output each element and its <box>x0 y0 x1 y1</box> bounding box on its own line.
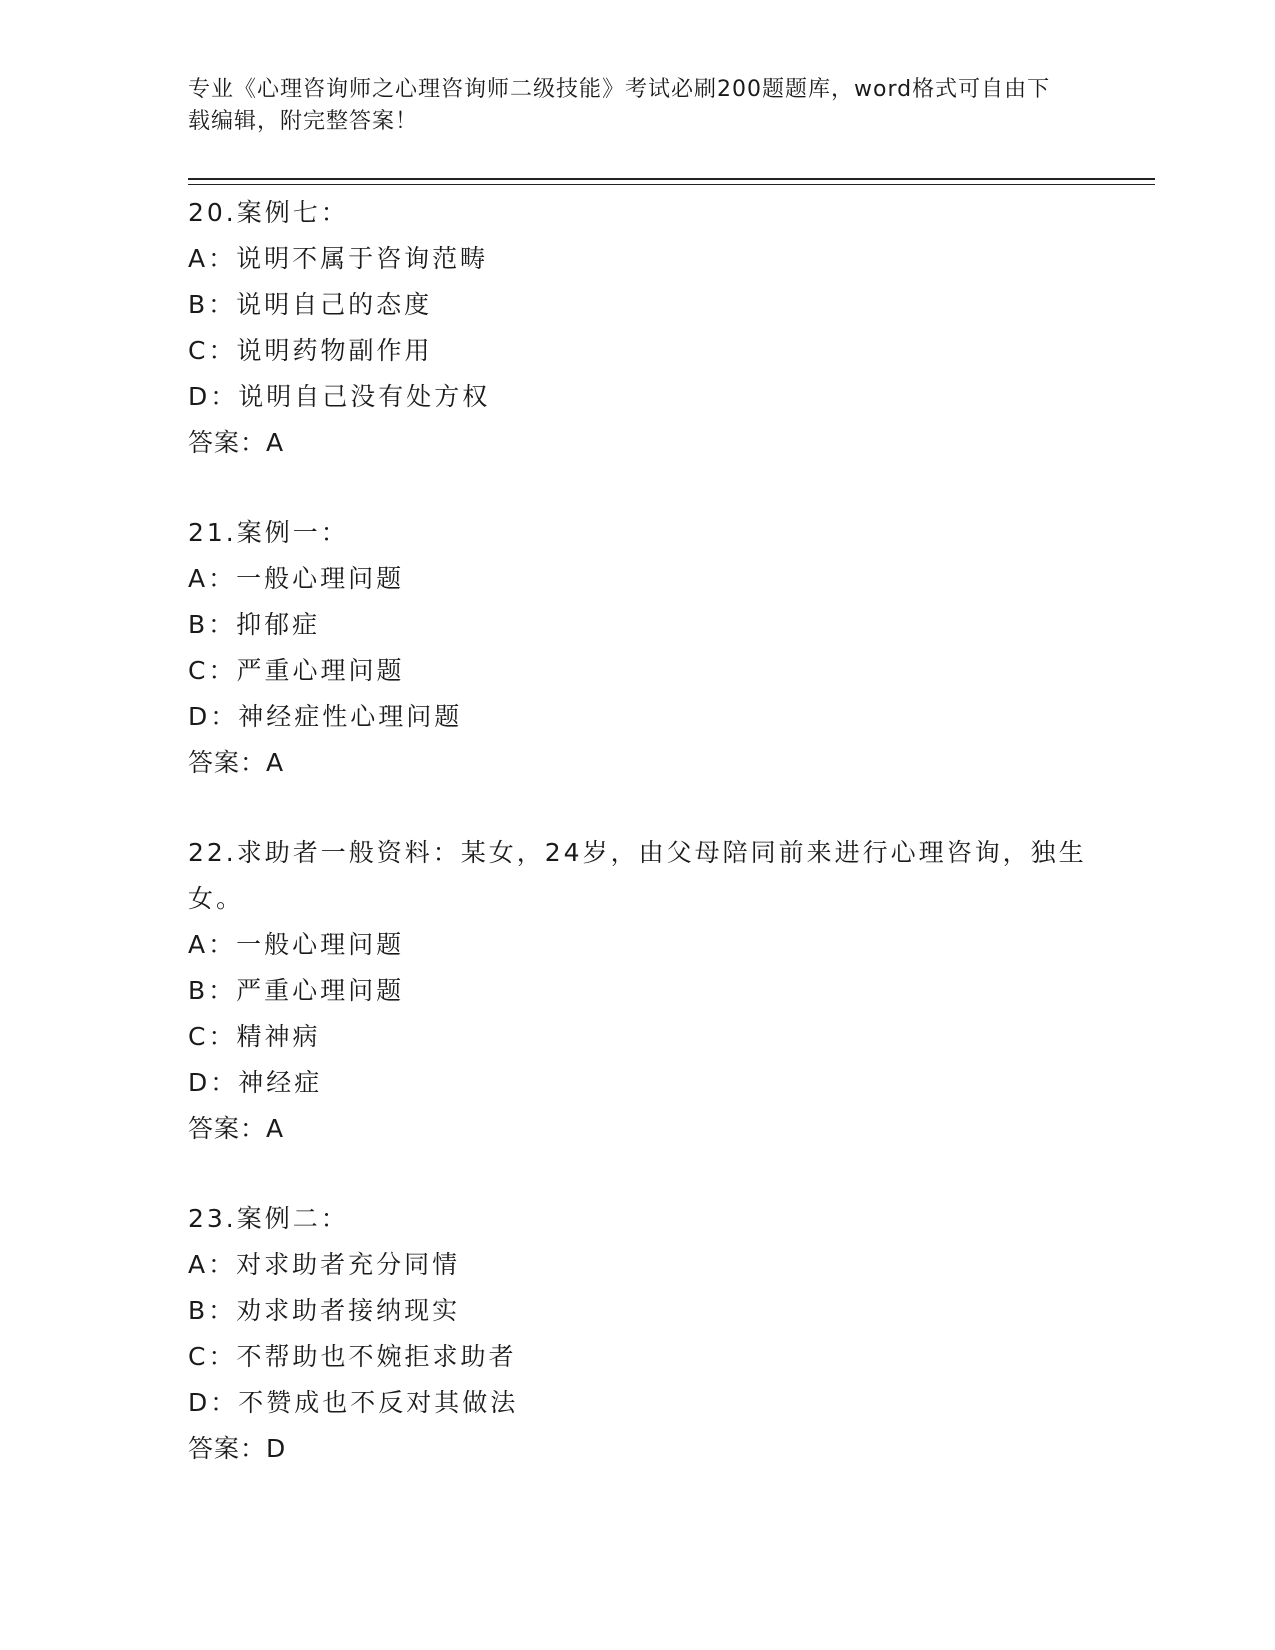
option-b: B：严重心理问题 <box>188 976 405 1005</box>
option-a: A：对求助者充分同情 <box>188 1250 461 1279</box>
document-header: 专业《心理咨询师之心理咨询师二级技能》考试必刷200题题库，word格式可自由下载编辑，附完整答案！ <box>188 77 1051 134</box>
option-b: B：劝求助者接纳现实 <box>188 1296 461 1325</box>
option-c: C：精神病 <box>188 1022 321 1051</box>
answer-line: 答案：D <box>188 1434 287 1463</box>
header-rule-thin <box>188 184 1155 185</box>
option-a: A：一般心理问题 <box>188 930 405 959</box>
option-d: D：不赞成也不反对其做法 <box>188 1388 519 1417</box>
option-a: A：说明不属于咨询范畴 <box>188 244 489 273</box>
header-rule-thick <box>188 178 1155 180</box>
answer-line: 答案：A <box>188 428 285 457</box>
question-stem: 22.求助者一般资料：某女，24岁，由父母陪同前来进行心理咨询，独生女。 <box>188 838 1087 913</box>
option-d: D：神经症性心理问题 <box>188 702 463 731</box>
question-stem: 23.案例二： <box>188 1204 349 1233</box>
question-stem: 21.案例一： <box>188 518 349 547</box>
question-stem: 20.案例七： <box>188 198 349 227</box>
question-21 <box>188 510 1088 786</box>
option-c: C：说明药物副作用 <box>188 336 433 365</box>
option-c: C：严重心理问题 <box>188 656 405 685</box>
option-b: B：抑郁症 <box>188 610 321 639</box>
answer-line: 答案：A <box>188 748 285 777</box>
option-c: C：不帮助也不婉拒求助者 <box>188 1342 517 1371</box>
question-20 <box>188 190 1088 466</box>
question-list <box>188 190 1088 1516</box>
answer-line: 答案：A <box>188 1114 285 1143</box>
option-d: D：说明自己没有处方权 <box>188 382 491 411</box>
option-d: D：神经症 <box>188 1068 323 1097</box>
question-23 <box>188 1196 1088 1472</box>
option-a: A：一般心理问题 <box>188 564 405 593</box>
question-22 <box>188 830 1088 1152</box>
option-b: B：说明自己的态度 <box>188 290 433 319</box>
